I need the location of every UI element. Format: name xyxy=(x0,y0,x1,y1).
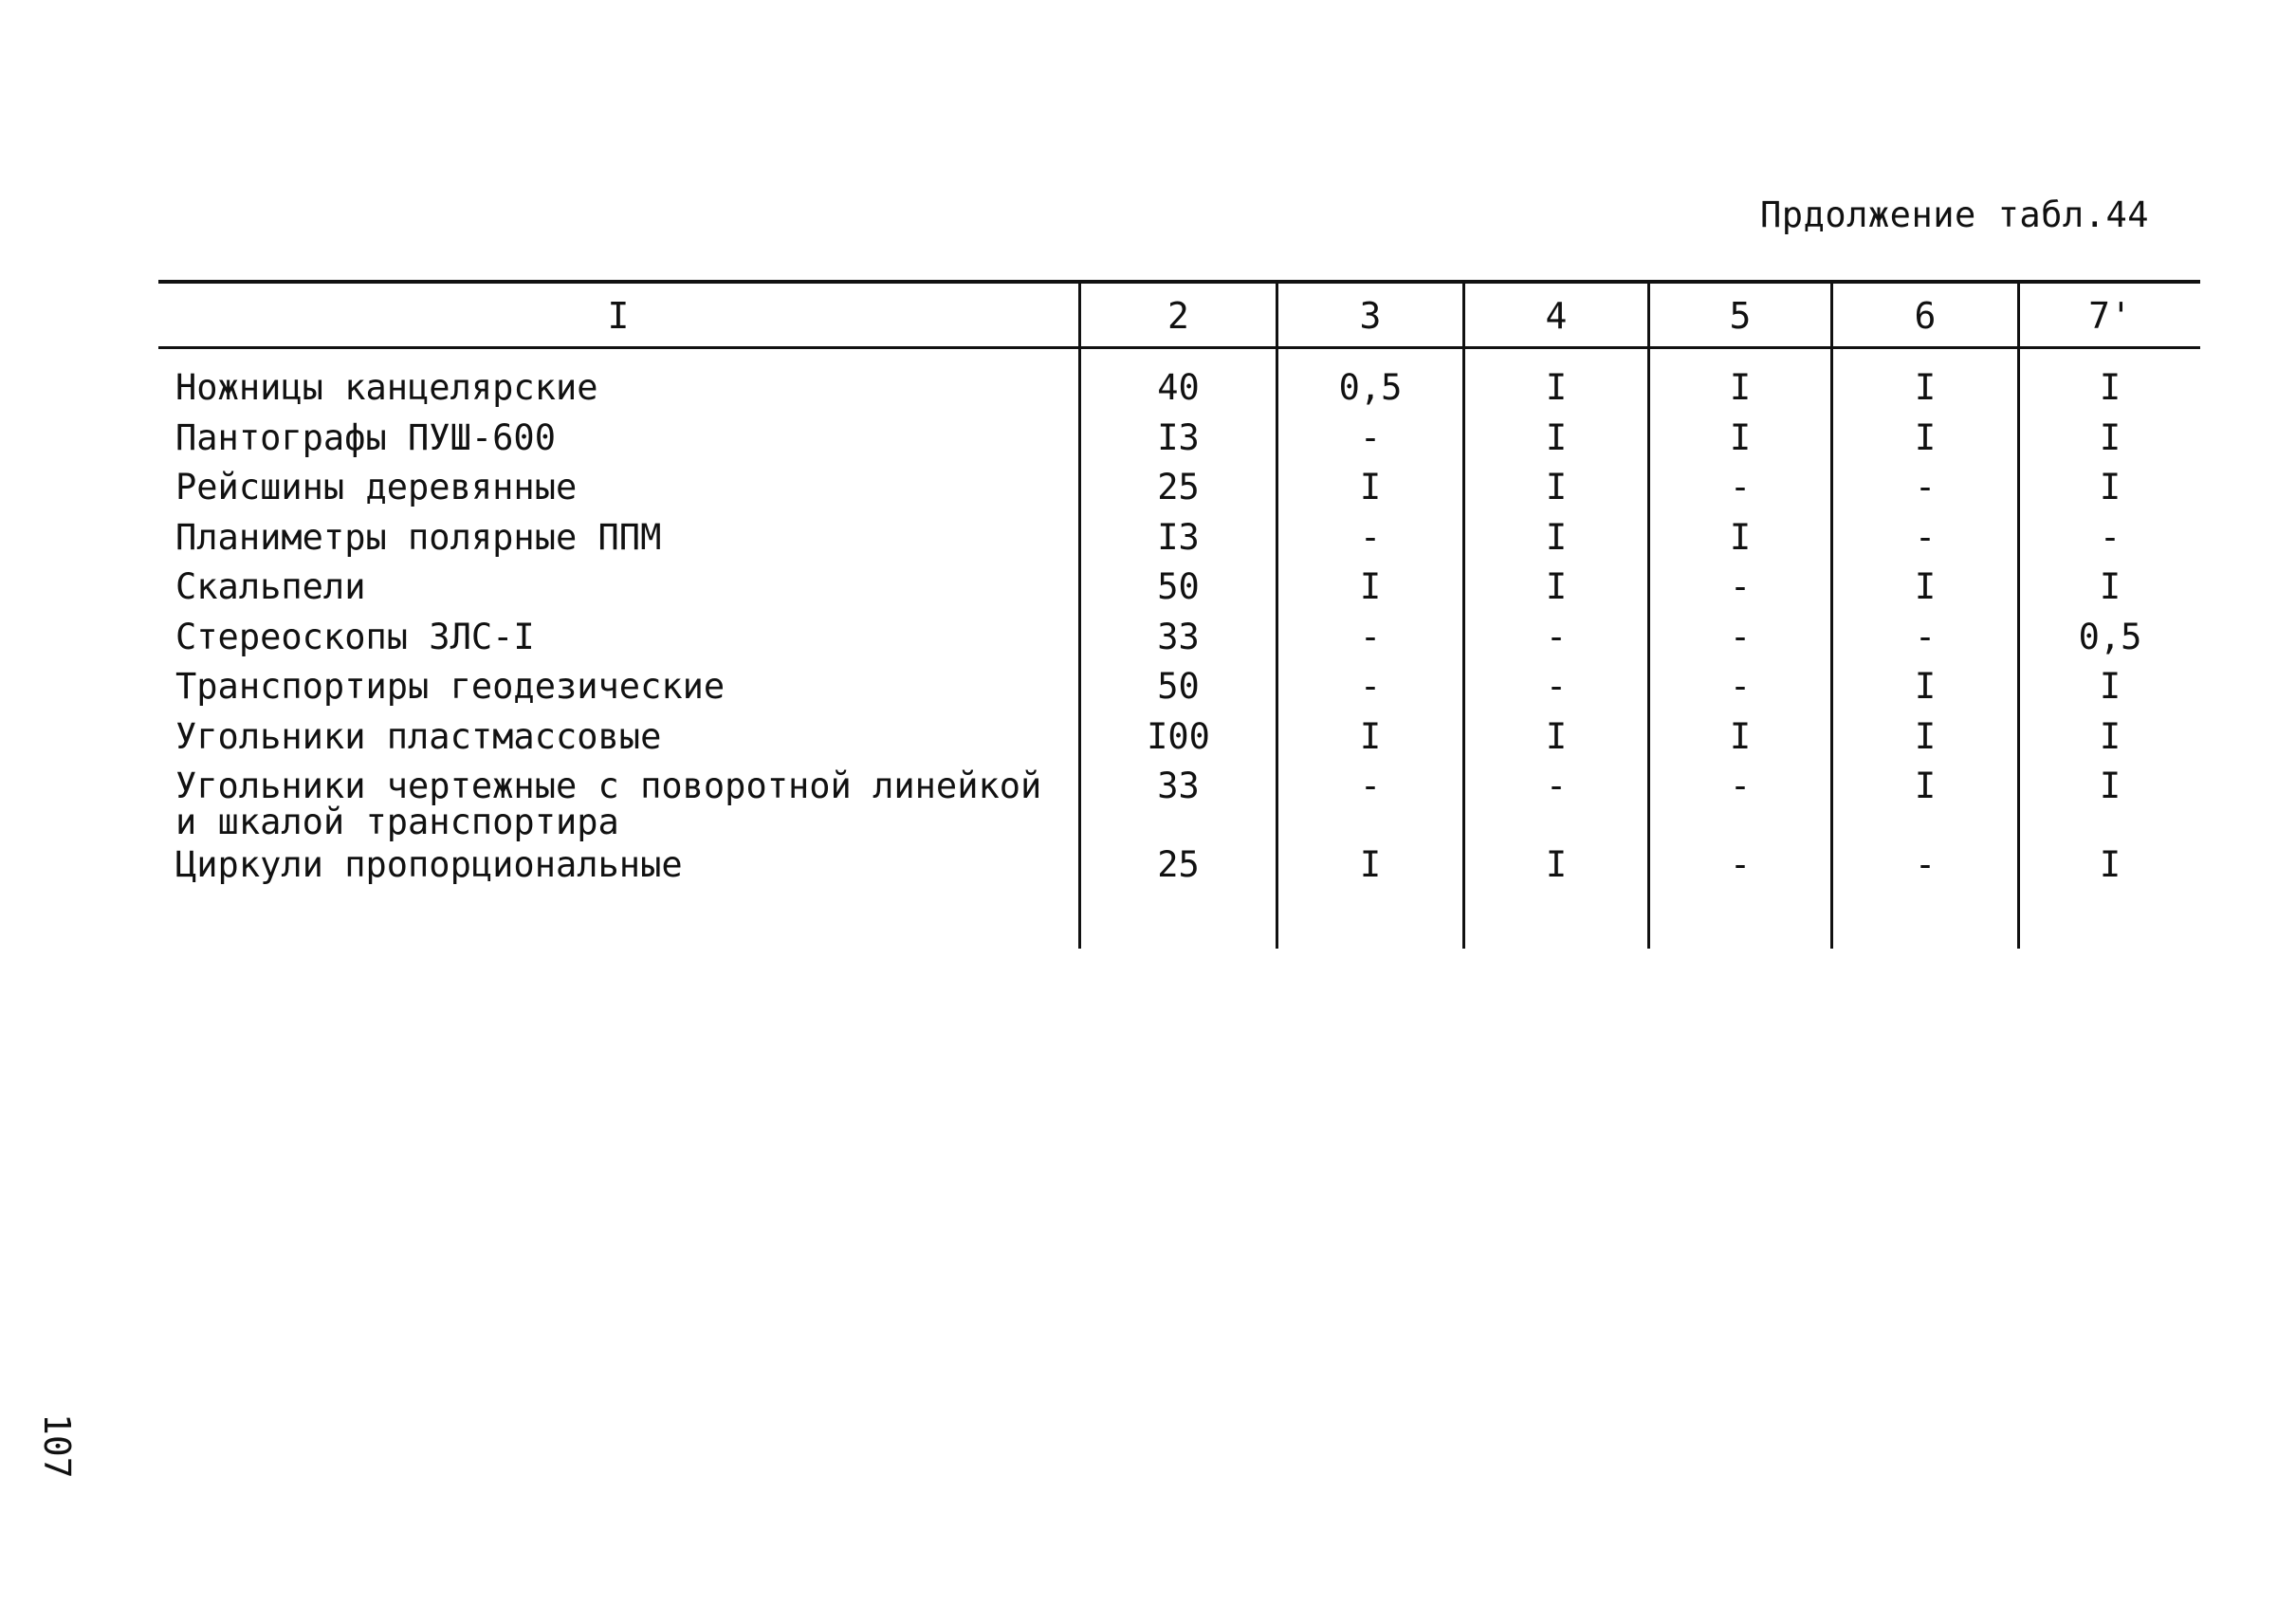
cell-c4: - xyxy=(1545,617,1568,657)
cell-c4: I xyxy=(1545,417,1568,458)
cell-c6: I xyxy=(1914,417,1937,458)
cell-c5: - xyxy=(1729,467,1752,508)
cell-c2: 33 xyxy=(1157,766,1200,806)
cell-c3: I xyxy=(1359,716,1382,757)
cell-c6: I xyxy=(1914,766,1937,806)
column-header: 2 xyxy=(1167,295,1189,337)
item-name: Транспортиры геодезические xyxy=(175,666,726,707)
item-name: Угольники чертежные с поворотной линейкой и шкалой транспортира xyxy=(175,766,1042,842)
cell-c2: 25 xyxy=(1157,467,1200,508)
cell-c3: - xyxy=(1359,766,1382,806)
cell-c4: I xyxy=(1545,367,1568,408)
cell-c7: I xyxy=(2099,367,2122,408)
item-name: Ножницы канцелярские xyxy=(175,367,598,408)
item-name: Стереоскопы ЗЛС-I xyxy=(175,617,535,657)
cell-c5: - xyxy=(1729,566,1752,607)
cell-c7: I xyxy=(2099,566,2122,607)
cell-c6: - xyxy=(1914,844,1937,885)
cell-c6: - xyxy=(1914,517,1937,558)
cell-c3: - xyxy=(1359,666,1382,707)
column-header: 7' xyxy=(2088,295,2132,337)
cell-c4: I xyxy=(1545,517,1568,558)
cell-c4: - xyxy=(1545,766,1568,806)
cell-c6: I xyxy=(1914,566,1937,607)
cell-c5: I xyxy=(1729,716,1752,757)
cell-c4: I xyxy=(1545,467,1568,508)
cell-c2: 25 xyxy=(1157,844,1200,885)
cell-c3: 0,5 xyxy=(1338,367,1403,408)
cell-c3: - xyxy=(1359,617,1382,657)
page-number: 107 xyxy=(36,1413,78,1479)
cell-c6: - xyxy=(1914,467,1937,508)
cell-c7: - xyxy=(2099,517,2122,558)
cell-c5: I xyxy=(1729,367,1752,408)
column-header: 4 xyxy=(1545,295,1568,337)
cell-c2: I3 xyxy=(1157,517,1200,558)
cell-c2: 50 xyxy=(1157,666,1200,707)
item-name: Скальпели xyxy=(175,566,366,607)
cell-c5: - xyxy=(1729,666,1752,707)
table-header-rule xyxy=(158,346,2200,349)
item-name: Рейсшины деревянные xyxy=(175,467,578,508)
cell-c7: I xyxy=(2099,467,2122,508)
cell-c4: I xyxy=(1545,844,1568,885)
cell-c6: I xyxy=(1914,716,1937,757)
column-header: 3 xyxy=(1359,295,1382,337)
cell-c5: - xyxy=(1729,844,1752,885)
cell-c3: I xyxy=(1359,467,1382,508)
column-header: 5 xyxy=(1729,295,1752,337)
cell-c2: 40 xyxy=(1157,367,1200,408)
cell-c7: I xyxy=(2099,716,2122,757)
cell-c7: 0,5 xyxy=(2078,617,2142,657)
cell-c5: I xyxy=(1729,417,1752,458)
cell-c3: - xyxy=(1359,517,1382,558)
cell-c4: - xyxy=(1545,666,1568,707)
table-top-rule xyxy=(158,280,2200,284)
data-table xyxy=(158,280,2200,949)
cell-c3: I xyxy=(1359,566,1382,607)
cell-c7: I xyxy=(2099,666,2122,707)
cell-c7: I xyxy=(2099,417,2122,458)
cell-c3: I xyxy=(1359,844,1382,885)
cell-c2: 33 xyxy=(1157,617,1200,657)
cell-c4: I xyxy=(1545,566,1568,607)
cell-c6: I xyxy=(1914,367,1937,408)
item-name: Циркули пропорциональные xyxy=(175,844,683,885)
cell-c5: - xyxy=(1729,617,1752,657)
table-continuation-caption: Прдолжение табл.44 xyxy=(1760,194,2149,235)
cell-c5: I xyxy=(1729,517,1752,558)
item-name: Пантографы ПУШ-600 xyxy=(175,417,556,458)
cell-c2: I00 xyxy=(1147,716,1210,757)
cell-c2: 50 xyxy=(1157,566,1200,607)
column-header: 6 xyxy=(1914,295,1937,337)
cell-c3: - xyxy=(1359,417,1382,458)
cell-c5: - xyxy=(1729,766,1752,806)
cell-c7: I xyxy=(2099,766,2122,806)
cell-c2: I3 xyxy=(1157,417,1200,458)
cell-c7: I xyxy=(2099,844,2122,885)
item-name: Угольники пластмассовые xyxy=(175,716,662,757)
cell-c6: - xyxy=(1914,617,1937,657)
cell-c4: I xyxy=(1545,716,1568,757)
cell-c6: I xyxy=(1914,666,1937,707)
item-name: Планиметры полярные ППМ xyxy=(175,517,662,558)
column-header: I xyxy=(607,295,630,337)
